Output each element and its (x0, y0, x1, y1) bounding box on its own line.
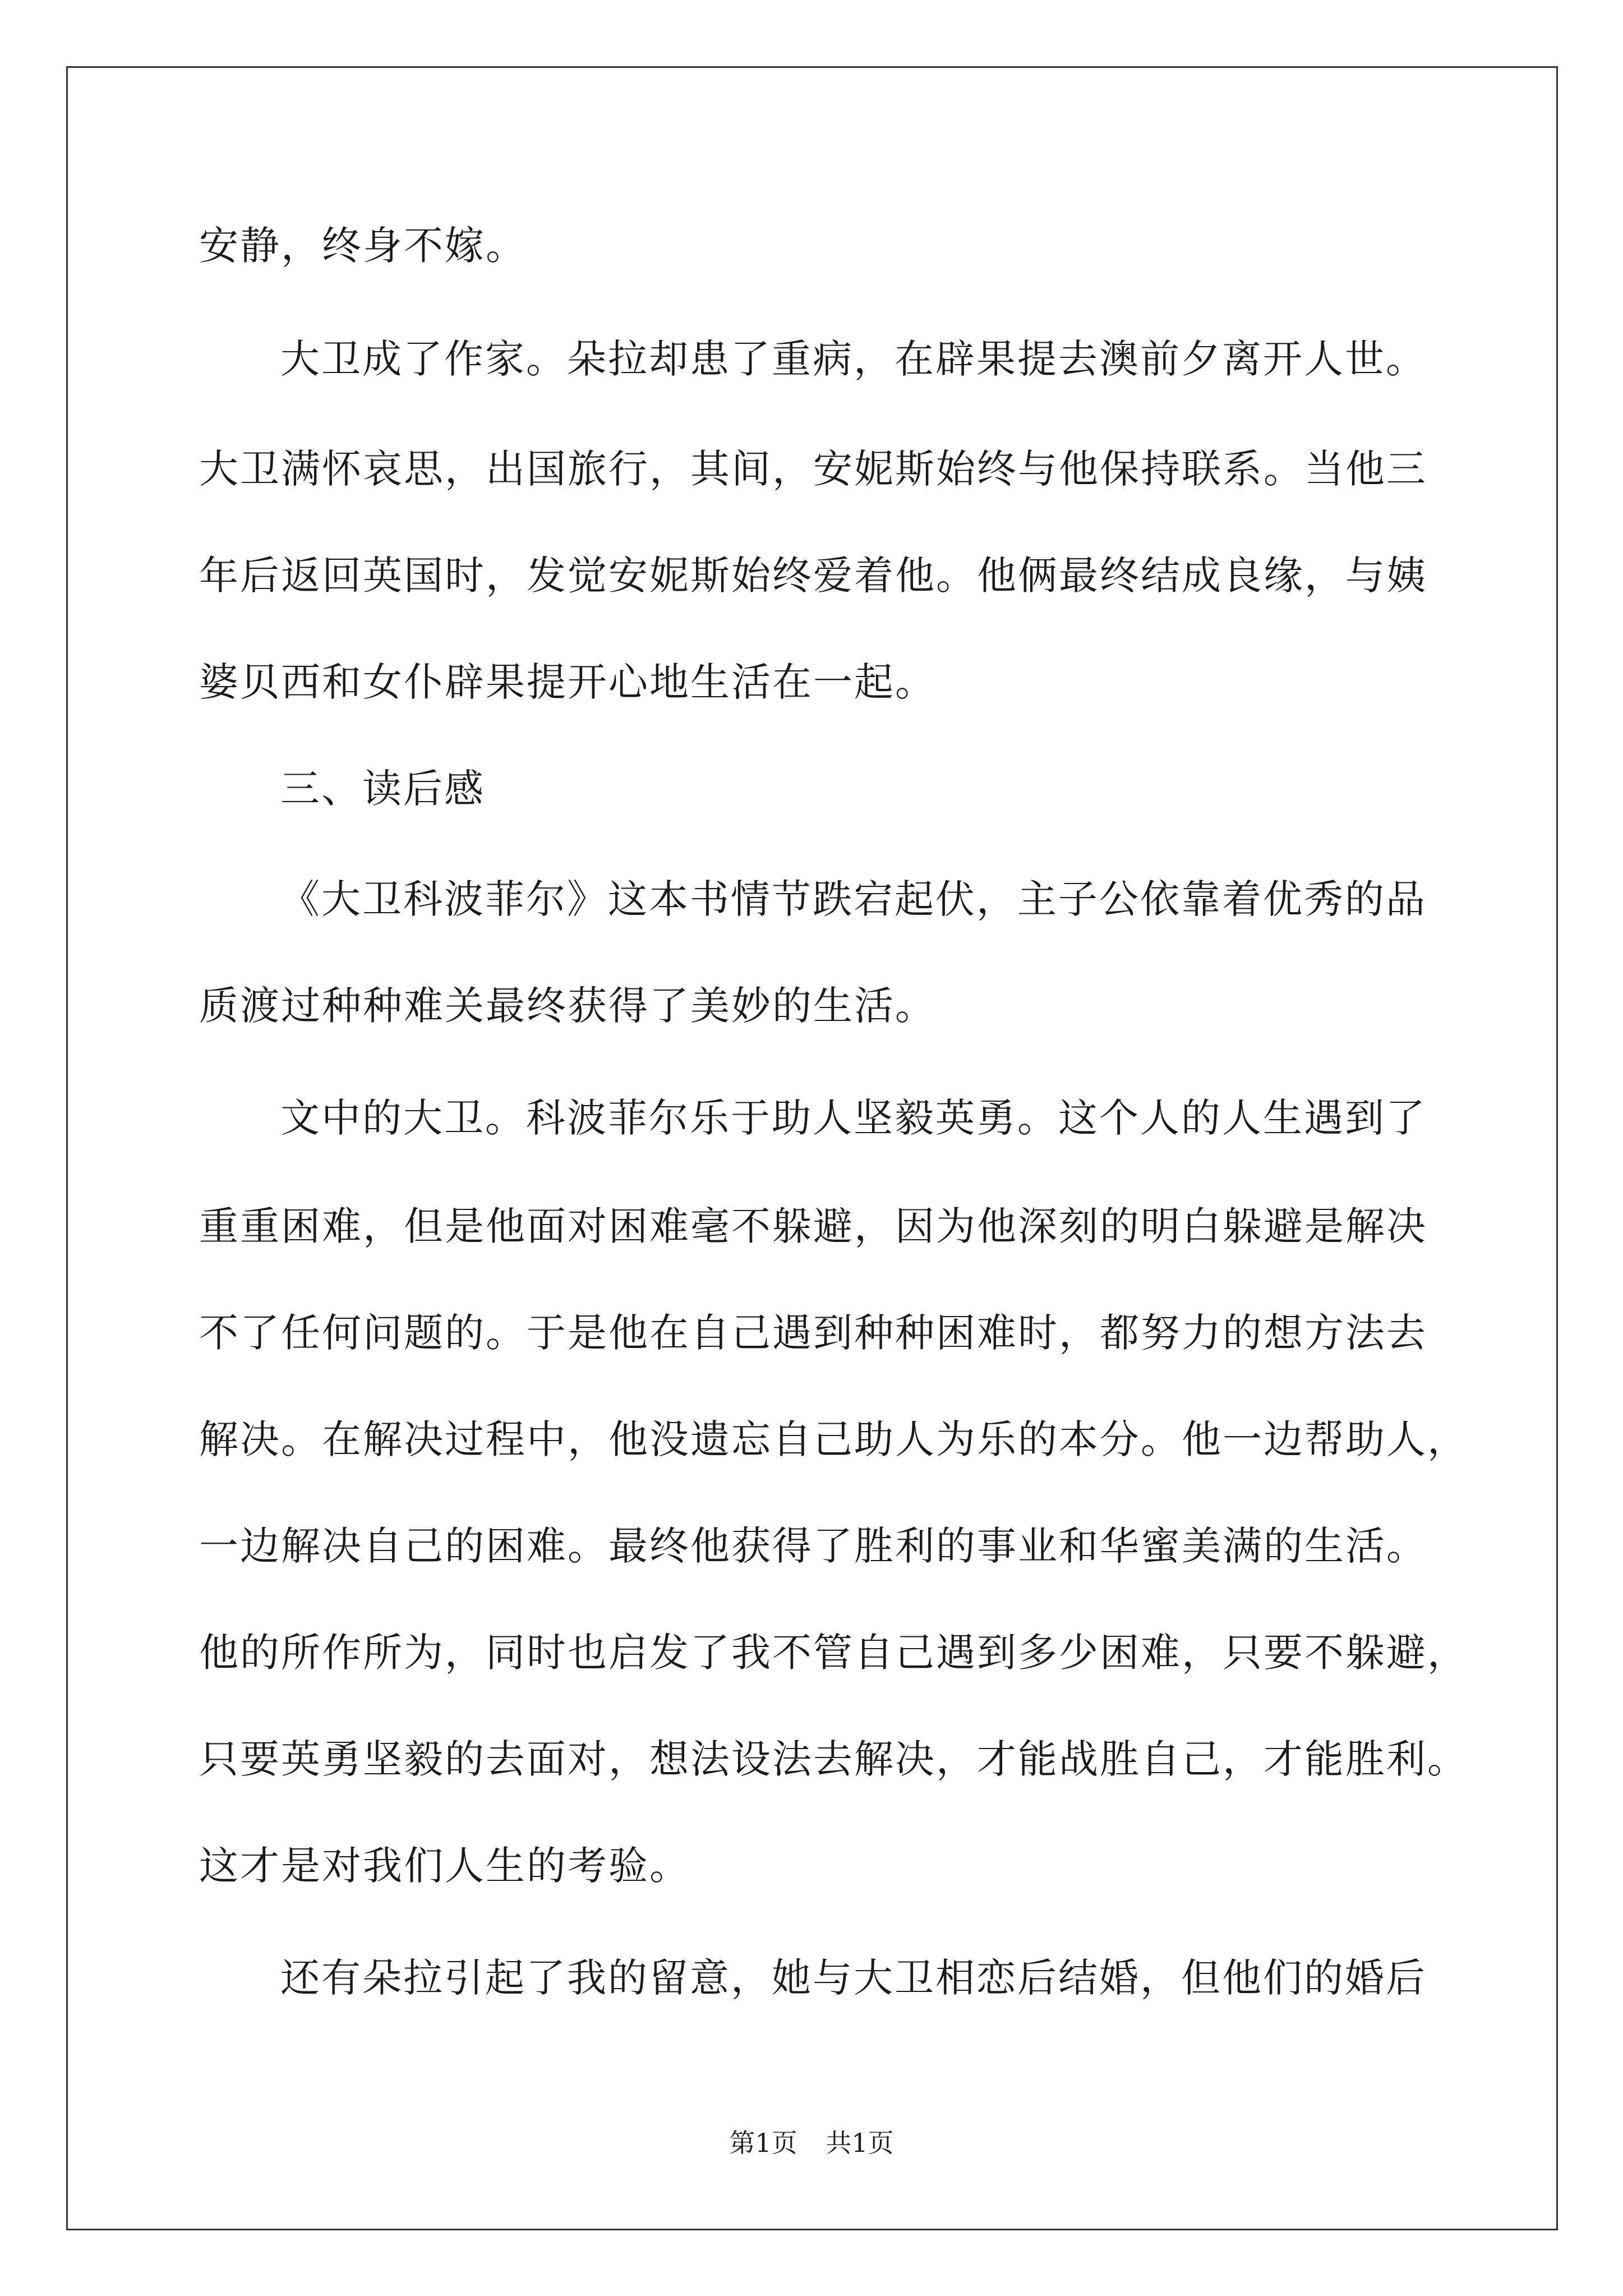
text-line: 质渡过种种难关最终获得了美妙的生活。 (199, 983, 936, 1029)
text-line: 年后返回英国时，发觉安妮斯始终爱着他。他俩最终结成良缘，与姨 (199, 553, 1427, 599)
page-footer (0, 2127, 1623, 2159)
page-total: 共1页 (826, 2128, 894, 2158)
page-border (66, 66, 1558, 2230)
text-line: 大卫满怀哀思，出国旅行，其间，安妮斯始终与他保持联系。当他三 (199, 446, 1427, 492)
text-line: 婆贝西和女仆辟果提开心地生活在一起。 (199, 659, 936, 705)
text-line: 还有朵拉引起了我的留意，她与大卫相恋后结婚，但他们的婚后 (280, 1955, 1427, 2001)
text-line: 这才是对我们人生的考验。 (199, 1843, 690, 1889)
text-line: 《大卫科波菲尔》这本书情节跌宕起伏，主子公依靠着优秀的品 (280, 876, 1427, 922)
text-line: 不了任何问题的。于是他在自己遇到种种困难时，都努力的想方法去 (199, 1310, 1427, 1356)
text-line: 安静，终身不嫁。 (199, 223, 527, 269)
section-heading: 三、读后感 (280, 766, 485, 812)
text-line: 重重困难，但是他面对困难毫不躲避，因为他深刻的明白躲避是解决 (199, 1203, 1427, 1249)
text-line: 文中的大卫。科波菲尔乐于助人坚毅英勇。这个人的人生遇到了 (280, 1095, 1427, 1141)
text-line: 解决。在解决过程中，他没遗忘自己助人为乐的本分。他一边帮助人， (199, 1416, 1468, 1462)
text-line: 他的所作所为，同时也启发了我不管自己遇到多少困难，只要不躲避， (199, 1630, 1468, 1676)
text-line: 大卫成了作家。朵拉却患了重病，在辟果提去澳前夕离开人世。 (280, 336, 1427, 382)
text-line: 只要英勇坚毅的去面对，想法设法去解决，才能战胜自己，才能胜利。 (199, 1736, 1468, 1782)
page-number: 第1页 (729, 2128, 797, 2158)
text-line: 一边解决自己的困难。最终他获得了胜利的事业和华蜜美满的生活。 (199, 1523, 1427, 1569)
